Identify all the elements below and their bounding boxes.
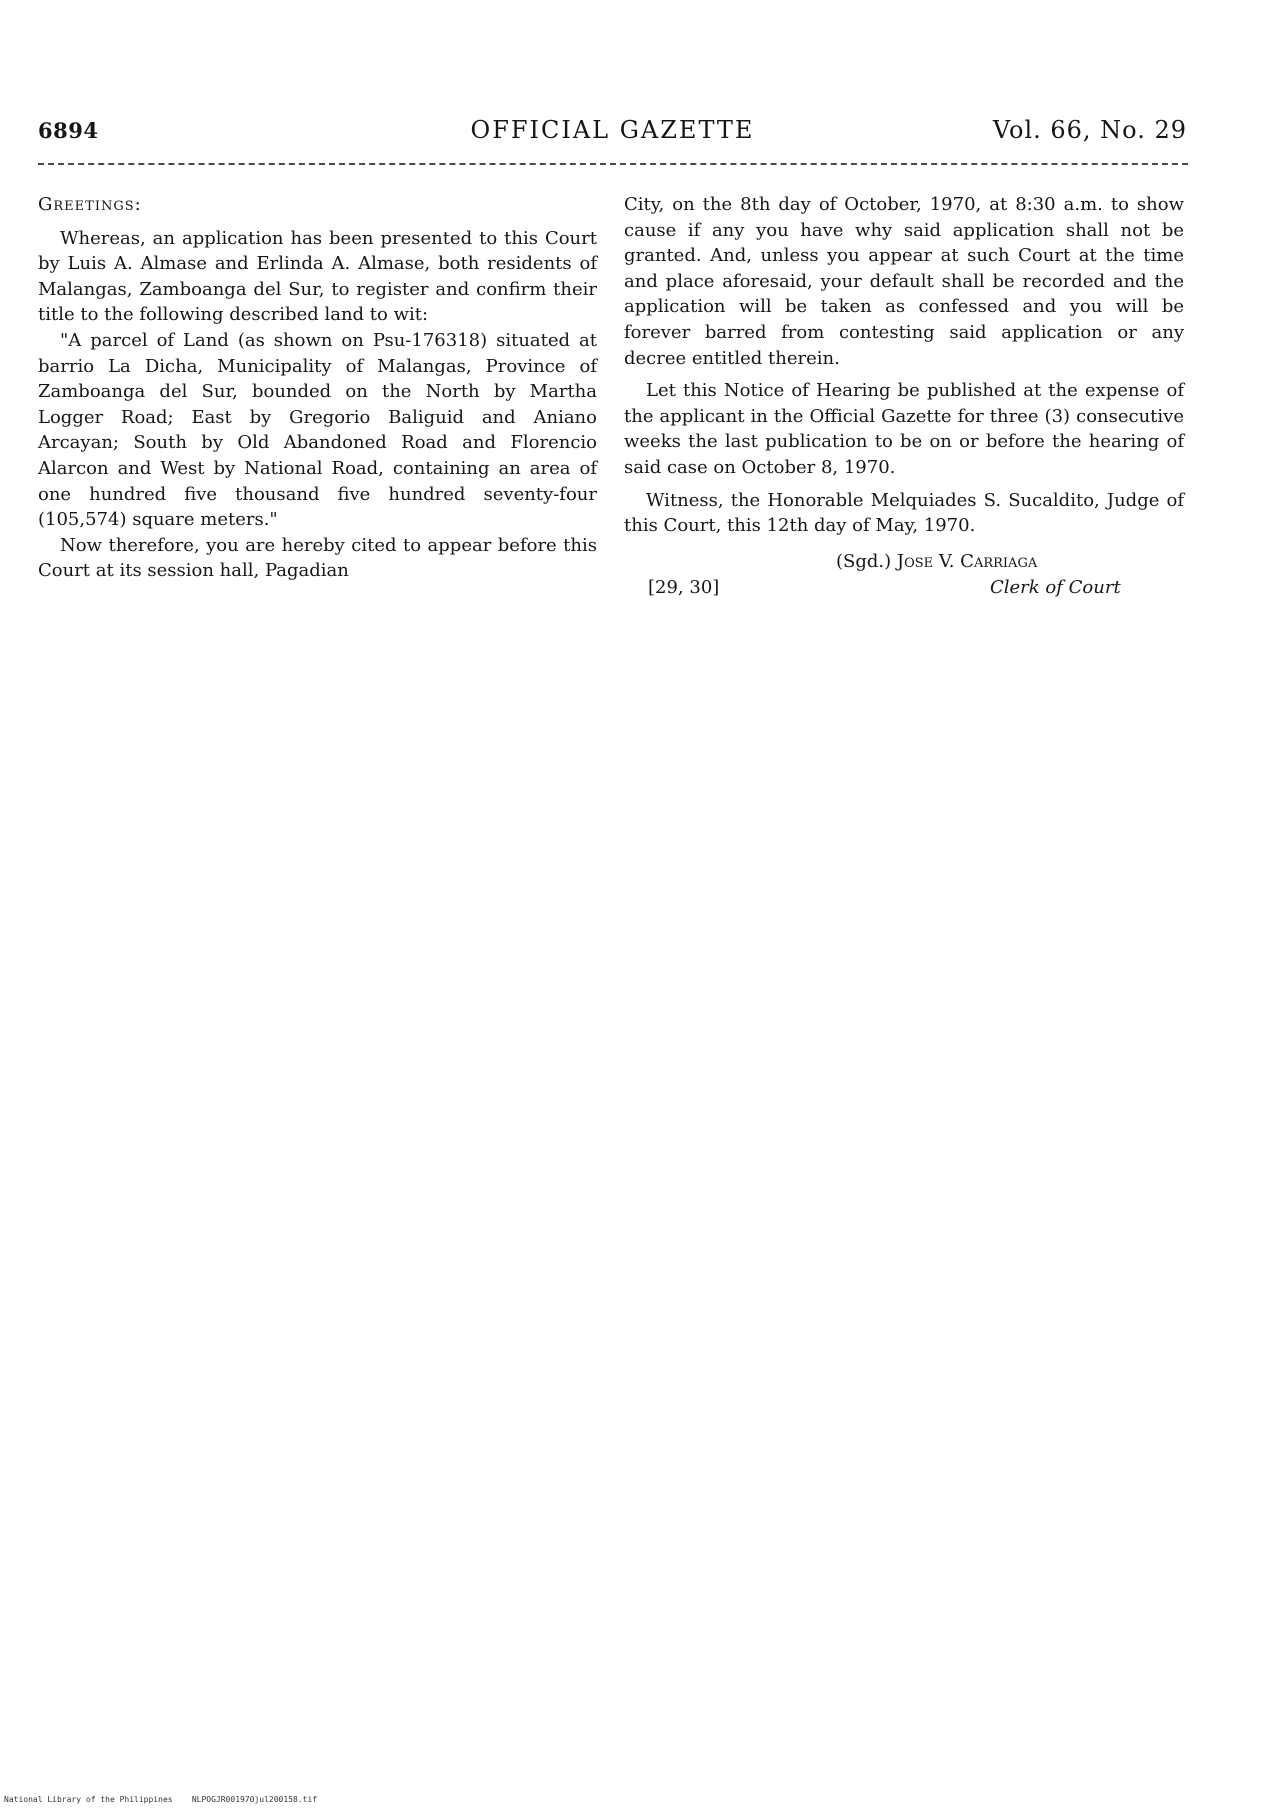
citation-paragraph: Now therefore, you are hereby cited to appear before this Court at its session hall, Pagadian [38,534,597,582]
signature-name [836,549,1037,575]
signature-sgd: (Sgd.) [836,550,892,572]
page-number: 6894 [38,118,99,143]
header-rule [38,163,1188,165]
left-column [38,192,597,584]
signatory-title: Clerk of Court [990,576,1121,598]
right-column [624,192,1184,603]
scan-footer [4,1795,317,1804]
witness-paragraph: Witness, the Honorable Melquiades S. Sucaldito, Judge of this Court, this 12th day of May, 1970. [624,489,1184,537]
page-header [38,112,1187,152]
signature-block [624,549,1184,603]
hearing-paragraph: City, on the 8th day of October, 1970, at 8:30 a.m. to show cause if any you have why said application shall not be granted. And, unless you appear at such Court at the time and place aforesaid, your default shall be recorded and the application will be taken as confessed and you will be forever barred from contesting said application or any decree entitled therein. [624,194,1184,369]
journal-title: OFFICIAL GAZETTE [470,116,755,144]
publication-paragraph: Let this Notice of Hearing be published at the expense of the applicant in the Official Gazette for three (3) consecutive weeks the last publication to be on or before the hearing of said case on October 8, 1970. [624,380,1184,478]
signatory: Jose V. Carriaga [896,550,1038,572]
issue-reference: [29, 30] [648,576,720,598]
land-description: "A parcel of Land (as shown on Psu-176318) situated at barrio La Dicha, Municipality of Malangas, Province of Zamboanga del Sur, bounded on the North by Martha Logger Road; East by Gregorio Baliguid and Aniano Arcayan; South by Old Abandoned Road and Florencio Alarcon and West by National Road, containing an area of one hundred five thousand five hundred seventy-four (105,574) square meters." [38,329,597,531]
footer-file: NLPOGJR001970jul200158.tif [191,1795,318,1804]
greeting: Greetings: [38,194,142,215]
application-paragraph: Whereas, an application has been presented to this Court by Luis A. Almase and Erlinda A. Almase, both residents of Malangas, Zamboanga del Sur, to register and confirm their title to the following described land to wit: [38,227,597,326]
footer-library: National Library of the Philippines [4,1795,173,1804]
issue-label: Vol. 66, No. 29 [992,116,1187,144]
